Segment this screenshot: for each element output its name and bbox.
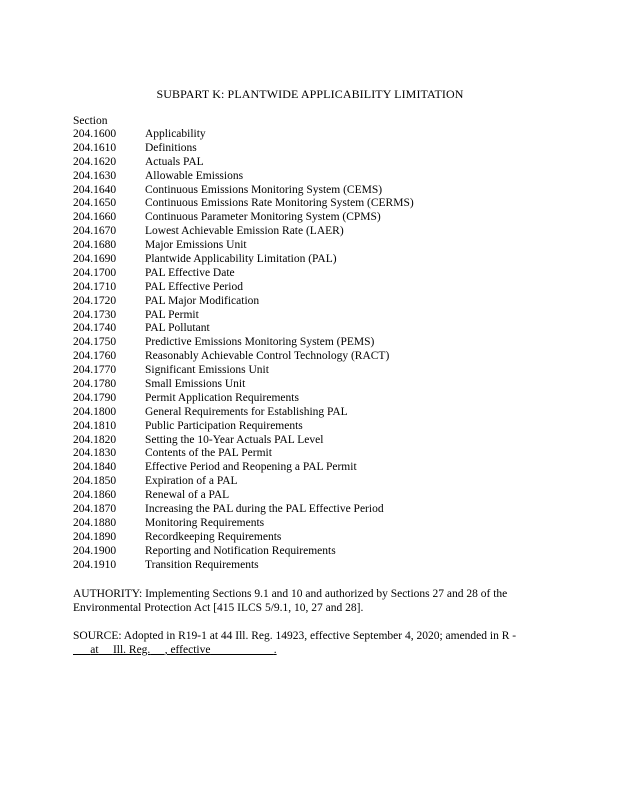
section-number: 204.1810 [73, 419, 117, 432]
section-number: 204.1680 [73, 239, 117, 252]
section-title: Significant Emissions Unit [145, 364, 269, 377]
section-row [73, 322, 414, 336]
section-title: Setting the 10-Year Actuals PAL Level [145, 433, 324, 446]
section-row [73, 461, 414, 475]
section-row [73, 184, 414, 198]
section-number: 204.1910 [73, 558, 117, 571]
source-note [73, 630, 548, 658]
section-list [73, 128, 414, 573]
section-number: 204.1900 [73, 544, 117, 557]
section-column-header: Section [73, 115, 108, 127]
section-title: Continuous Emissions Rate Monitoring System (CERMS) [145, 197, 414, 210]
subpart-title: SUBPART K: PLANTWIDE APPLICABILITY LIMITATION [156, 87, 464, 101]
source-line-text: SOURCE: Adopted in R19-1 at 44 Ill. Reg. 14923, effective September 4, 2020; amended in R [73, 630, 510, 642]
section-row [73, 267, 414, 281]
source-period: . [273, 643, 277, 656]
section-number: 204.1600 [73, 128, 117, 140]
section-row [73, 517, 414, 531]
section-title: Allowable Emissions [145, 169, 244, 182]
section-title: Renewal of a PAL [145, 489, 230, 502]
section-title: PAL Major Modification [145, 294, 260, 307]
section-row [73, 281, 414, 295]
section-number: 204.1820 [73, 433, 117, 446]
section-number: 204.1880 [73, 516, 117, 529]
section-row [73, 309, 414, 323]
section-title: Permit Application Requirements [145, 391, 299, 404]
section-number: 204.1770 [73, 364, 117, 377]
section-number: 204.1640 [73, 183, 117, 196]
section-title: Expiration of a PAL [145, 475, 238, 488]
section-row [73, 128, 414, 142]
section-row [73, 392, 414, 406]
section-row [73, 197, 414, 211]
section-row [73, 447, 414, 461]
section-number: 204.1620 [73, 155, 117, 168]
section-number: 204.1750 [73, 336, 117, 349]
section-number: 204.1710 [73, 280, 117, 293]
section-row [73, 350, 414, 364]
section-title: Recordkeeping Requirements [145, 530, 282, 543]
section-title: PAL Pollutant [145, 322, 210, 335]
section-number: 204.1650 [73, 197, 117, 210]
section-number: 204.1830 [73, 447, 117, 460]
source-ill-reg: Ill. Reg. [112, 643, 151, 656]
section-row [73, 475, 414, 489]
section-row [73, 531, 414, 545]
section-row [73, 503, 414, 517]
section-number: 204.1670 [73, 225, 117, 238]
section-title: Effective Period and Reopening a PAL Permit [145, 461, 357, 474]
source-effective: , effective [164, 643, 211, 656]
section-title: Contents of the PAL Permit [145, 447, 272, 460]
section-title: Increasing the PAL during the PAL Effective Period [145, 503, 384, 516]
section-number: 204.1840 [73, 461, 117, 474]
section-number: 204.1860 [73, 489, 117, 502]
section-title: Transition Requirements [145, 558, 259, 571]
section-title: PAL Effective Date [145, 266, 235, 279]
section-number: 204.1700 [73, 266, 117, 279]
section-title: Lowest Achievable Emission Rate (LAER) [145, 225, 344, 238]
section-row [73, 489, 414, 503]
section-number: 204.1740 [73, 322, 117, 335]
section-row [73, 156, 414, 170]
section-title: Monitoring Requirements [145, 516, 265, 529]
section-title: Plantwide Applicability Limitation (PAL) [145, 253, 337, 266]
section-row [73, 434, 414, 448]
section-number: 204.1870 [73, 503, 117, 516]
section-row [73, 420, 414, 434]
section-title: Major Emissions Unit [145, 239, 247, 252]
section-row [73, 225, 414, 239]
section-row [73, 211, 414, 225]
section-row [73, 559, 414, 573]
authority-note: AUTHORITY: Implementing Sections 9.1 and 10 and authorized by Sections 27 and 28 of the Environmental Protection Act [415 ILCS 5/9.1, 10, 27 and 28]. [73, 588, 508, 614]
section-title: Continuous Parameter Monitoring System (CPMS) [145, 211, 381, 224]
section-title: Reporting and Notification Requirements [145, 544, 336, 557]
section-number: 204.1780 [73, 378, 117, 391]
section-number: 204.1630 [73, 169, 117, 182]
section-row [73, 364, 414, 378]
section-number: 204.1610 [73, 141, 117, 154]
section-title: PAL Permit [145, 308, 199, 321]
section-title: General Requirements for Establishing PAL [145, 405, 348, 418]
section-row [73, 253, 414, 267]
section-number: 204.1790 [73, 391, 117, 404]
section-title: Definitions [145, 141, 197, 154]
section-number: 204.1760 [73, 350, 117, 363]
section-row [73, 336, 414, 350]
section-row [73, 406, 414, 420]
section-row [73, 378, 414, 392]
section-number: 204.1690 [73, 253, 117, 266]
section-row [73, 239, 414, 253]
section-number: 204.1730 [73, 308, 117, 321]
section-title: Public Participation Requirements [145, 419, 303, 432]
section-title: Predictive Emissions Monitoring System (PEMS) [145, 336, 375, 349]
section-number: 204.1890 [73, 530, 117, 543]
section-row [73, 170, 414, 184]
section-title: Continuous Emissions Monitoring System (CEMS) [145, 183, 383, 196]
section-number: 204.1800 [73, 405, 117, 418]
section-title: PAL Effective Period [145, 280, 243, 293]
section-row [73, 545, 414, 559]
section-title: Small Emissions Unit [145, 378, 246, 391]
section-title: Applicability [145, 128, 206, 140]
section-number: 204.1660 [73, 211, 117, 224]
section-title: Actuals PAL [145, 155, 204, 168]
source-blank-volume [73, 644, 277, 656]
source-at: at [90, 643, 99, 656]
source-dash: - [509, 630, 517, 642]
section-number: 204.1850 [73, 475, 117, 488]
section-row [73, 142, 414, 156]
section-row [73, 295, 414, 309]
section-title: Reasonably Achievable Control Technology (RACT) [145, 350, 390, 363]
section-number: 204.1720 [73, 294, 117, 307]
